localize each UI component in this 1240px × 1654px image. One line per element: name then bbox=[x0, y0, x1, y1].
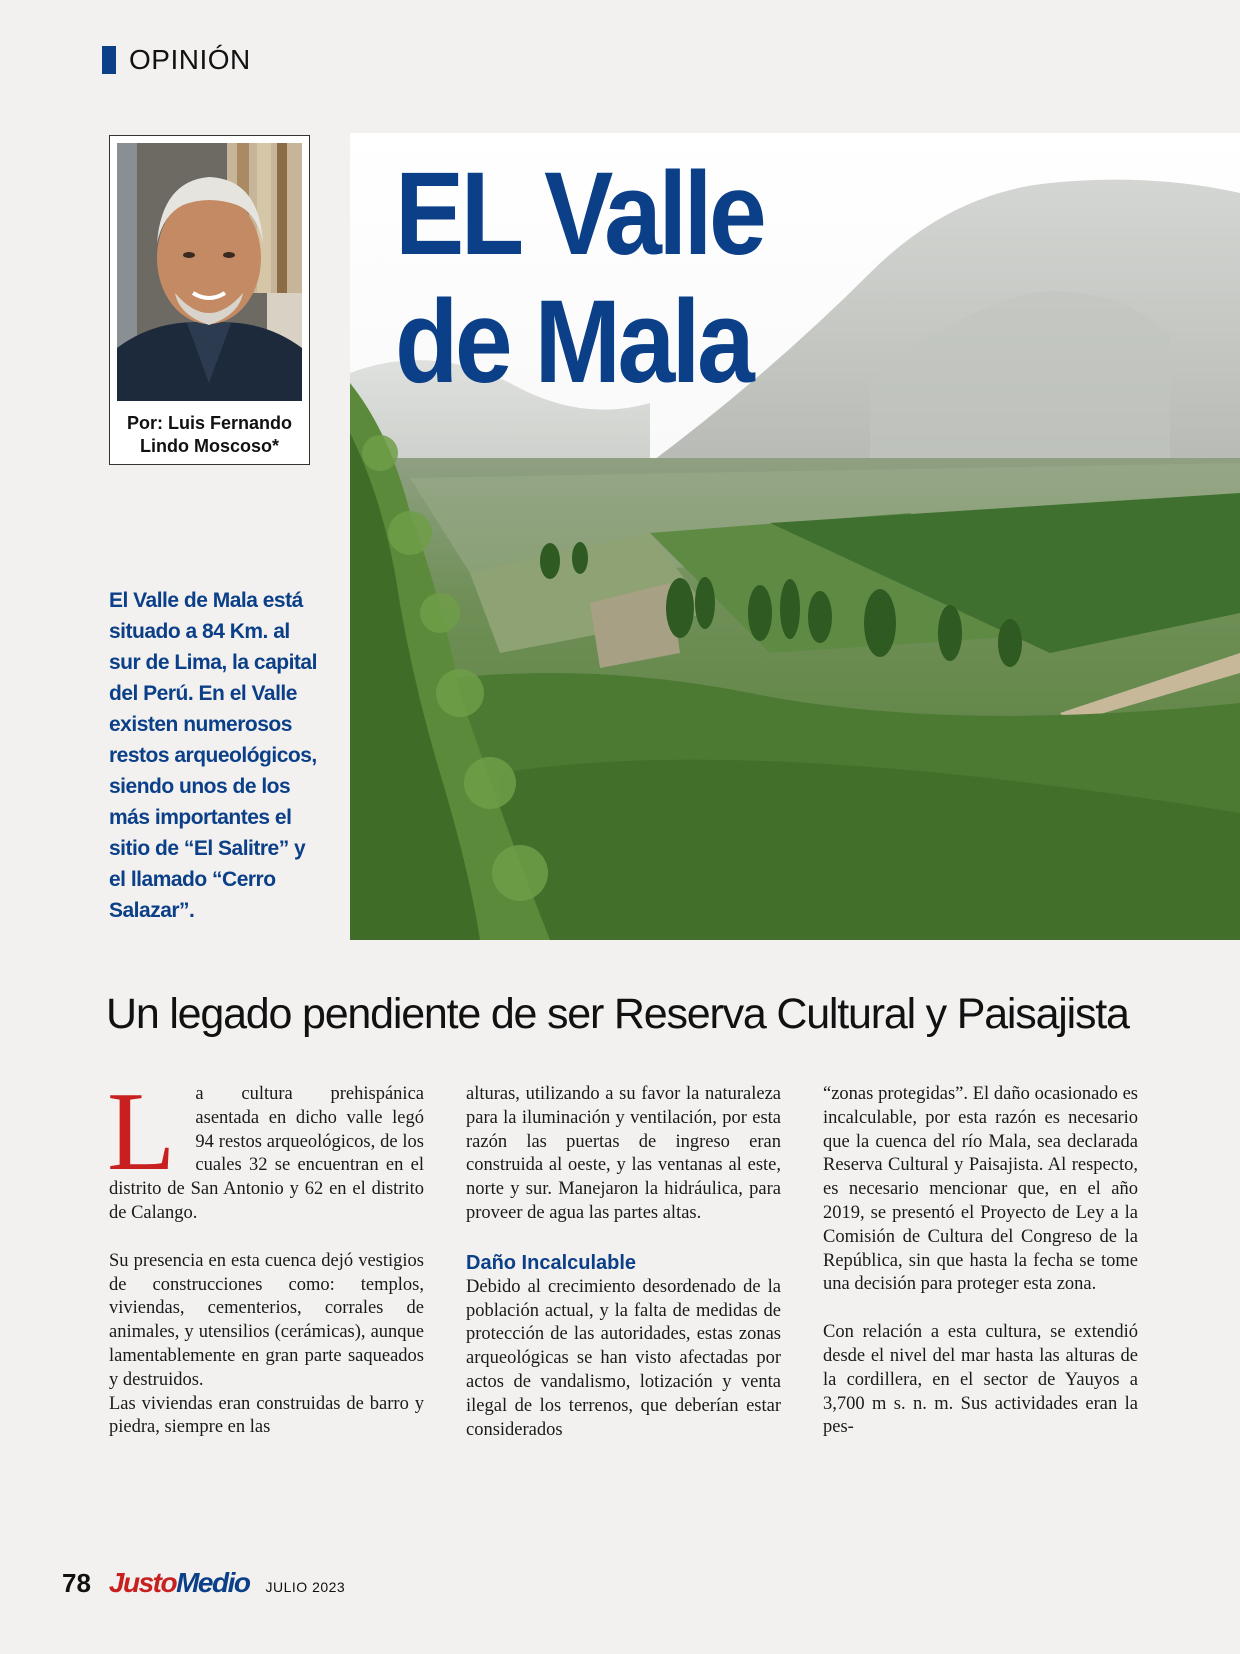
hero-title-line1: EL Valle bbox=[395, 148, 764, 280]
body-paragraph: alturas, utilizando a su favor la naturaleza para la iluminación y ventilación, por esta razón las puertas de ingreso eran construida al oeste, y las ventanas al este, norte y sur. Manejaron la hidráulica, para proveer de agua las partes altas. bbox=[466, 1084, 781, 1223]
section-label: OPINIÓN bbox=[129, 44, 251, 75]
issue-date: JULIO 2023 bbox=[265, 1579, 346, 1595]
hero-title bbox=[395, 150, 763, 406]
author-caption bbox=[110, 412, 309, 458]
body-paragraph-text: a cultura prehispánica asentada en dicho valle legó 94 restos arqueológicos, de los cuales 32 se encuentran en el distrito de San Antonio y 62 en el distrito de Calango. bbox=[109, 1084, 424, 1223]
section-tag bbox=[102, 44, 251, 76]
pull-quote: El Valle de Mala está situado a 84 Km. al sur de Lima, la capital del Perú. En el Valle existen numerosos restos arqueológicos, siendo unos de los más importantes el sitio de “El Salitre” y el llamado “Cerro Salazar”. bbox=[109, 589, 317, 922]
body-column-2 bbox=[466, 1083, 781, 1442]
section-bar bbox=[102, 46, 116, 74]
brand-logo-part1: Justo bbox=[108, 1567, 177, 1598]
author-caption-line2: Lindo Moscoso* bbox=[140, 436, 279, 456]
body-column-3 bbox=[823, 1083, 1138, 1440]
page-number: 78 bbox=[62, 1568, 91, 1598]
author-photo bbox=[117, 143, 302, 401]
author-caption-line1: Por: Luis Fernando bbox=[126, 413, 292, 433]
body-paragraph: Debido al crecimiento desordenado de la población actual, y la falta de medidas de protección de las autoridades, estas zonas arqueológicas se han visto afectadas por actos de vandalismo, lotización y venta ilegal de los terrenos, que deberían estar considerados bbox=[466, 1276, 781, 1440]
section-subhead: Daño Incalculable bbox=[466, 1251, 637, 1274]
body-paragraph bbox=[107, 1070, 424, 1226]
brand-logo-part2: Medio bbox=[176, 1567, 250, 1598]
body-paragraph: “zonas protegidas”. El daño ocasionado es incalculable, por esta razón es necesario que la cuenca del río Mala, sea declarada Reserva Cultural y Paisajista. Al respecto, es necesario mencionar que, en el año 2019, se presentó el Proyecto de Ley a la Comisión de Cultura del Congreso de la República, sin que hasta la fecha se tome una decisión para proteger esta zona. bbox=[823, 1084, 1138, 1295]
author-box bbox=[109, 135, 310, 465]
body-paragraph: Las viviendas eran construidas de barro y piedra, siempre en las bbox=[109, 1393, 424, 1438]
page-footer bbox=[62, 1567, 345, 1599]
body-paragraph: Su presencia en esta cuenca dejó vestigios de construcciones como: templos, viviendas, cementerios, corrales de animales, y utensilios (cerámicas), aunque lamentablemente en gran parte saqueados y destruidos. bbox=[109, 1250, 424, 1390]
drop-cap: L bbox=[107, 1070, 176, 1194]
hero-title-line2: de Mala bbox=[395, 276, 752, 408]
article-subtitle: Un legado pendiente de ser Reserva Cultural y Paisajista bbox=[106, 990, 1129, 1038]
body-column-1 bbox=[107, 1070, 424, 1440]
body-paragraph: Con relación a esta cultura, se extendió desde el nivel del mar hasta las alturas de la cordillera, en el sector de Yauyos a 3,700 m s. n. m. Sus actividades eran la pes- bbox=[823, 1322, 1138, 1438]
